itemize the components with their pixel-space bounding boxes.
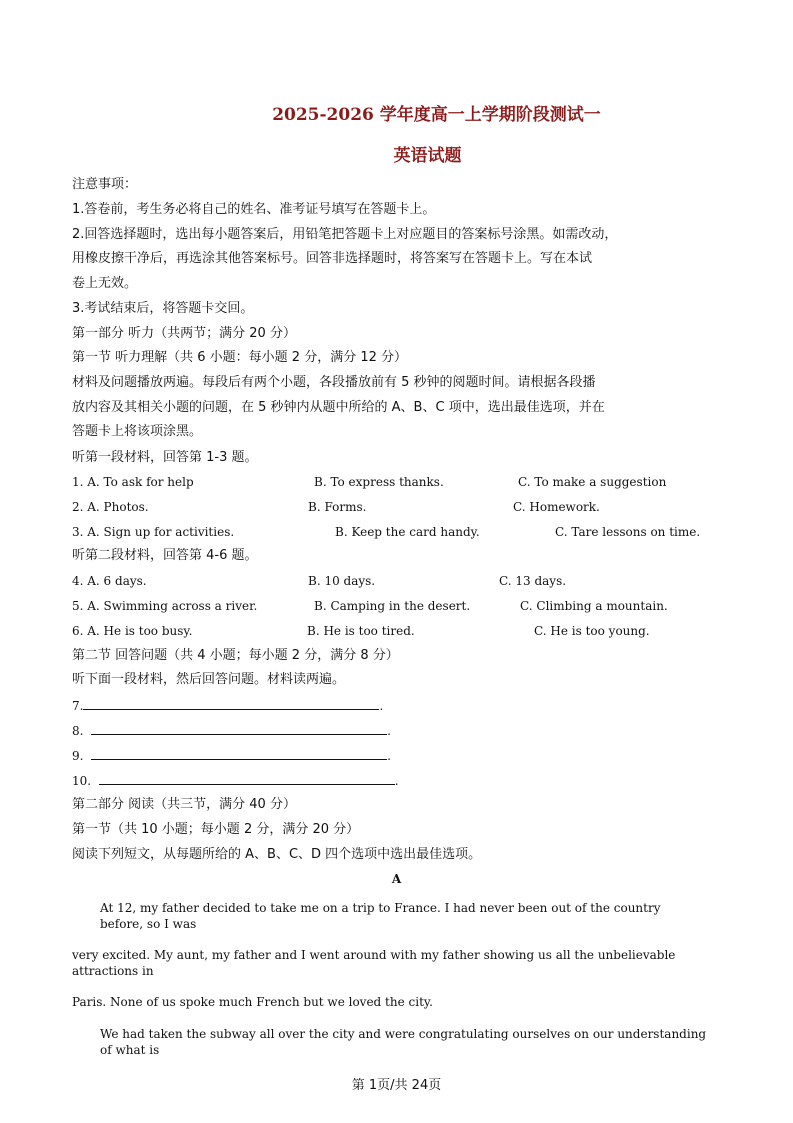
q5-option-b: B. Camping in the desert.	[314, 599, 471, 613]
passage-line-4-cont: of what is	[100, 1043, 160, 1057]
part1-heading: 第一部分 听力（共两节；满分 20 分）	[72, 326, 296, 341]
answer-8-dot: .	[387, 724, 391, 738]
q2-option-b: B. Forms.	[308, 500, 367, 514]
answer-line-7	[72, 697, 383, 713]
answer-9-dot: .	[387, 749, 391, 763]
q6-option-b: B. He is too tired.	[307, 624, 415, 638]
q6-option-a: 6. A. He is too busy.	[72, 624, 193, 638]
q2-option-a: 2. A. Photos.	[72, 500, 149, 514]
part1-instructions-3: 答题卡上将该项涂黑。	[72, 424, 203, 439]
answer-7-number: 7.	[72, 699, 84, 713]
segment-1-heading: 听第一段材料，回答第 1-3 题。	[72, 450, 258, 465]
answer-line-9	[72, 747, 391, 763]
q6-option-c: C. He is too young.	[534, 624, 650, 638]
note-2-line-1: 2.回答选择题时，选出每小题答案后，用铅笔把答题卡上对应题目的答案标号涂黑。如需改动，	[72, 227, 618, 242]
part2-heading: 第二部分 阅读（共三节，满分 40 分）	[72, 797, 296, 812]
passage-label: A	[391, 872, 402, 886]
answer-10-dot: .	[394, 774, 399, 788]
part2-instructions: 阅读下列短文，从每题所给的 A、B、C、D 四个选项中选出最佳选项。	[72, 847, 482, 862]
q4-option-a: 4. A. 6 days.	[72, 574, 147, 588]
q1-option-b: B. To express thanks.	[314, 475, 444, 489]
exam-subtitle: 英语试题	[393, 146, 462, 166]
q3-option-b: B. Keep the card handy.	[335, 525, 480, 539]
passage-line-2-cont: attractions in	[72, 964, 154, 978]
page-footer: 第 1页/共 24页	[351, 1078, 442, 1093]
q4-option-c: C. 13 days.	[499, 574, 567, 588]
exam-title: 2025-2026 学年度高一上学期阶段测试一	[272, 105, 601, 125]
note-1: 1.答卷前，考生务必将自己的姓名、准考证号填写在答题卡上。	[72, 202, 436, 217]
answer-line-8	[72, 722, 391, 738]
answer-7-dot: .	[379, 699, 384, 713]
segment-2-heading: 听第二段材料，回答第 4-6 题。	[72, 548, 258, 563]
note-3: 3.考试结束后，将答题卡交回。	[72, 301, 254, 316]
q1-option-a: 1. A. To ask for help	[72, 475, 194, 489]
note-2-line-2: 用橡皮擦干净后，再选涂其他答案标号。回答非选择题时，将答案写在答题卡上。写在本试	[72, 251, 593, 266]
answer-8-blank[interactable]	[91, 722, 387, 735]
answer-10-number: 10.	[72, 774, 92, 788]
answer-9-number: 9.	[72, 749, 84, 763]
passage-line-2: very excited. My aunt, my father and I went around with my father showing us all the unbelievable	[72, 948, 676, 962]
q3-option-c: C. Tare lessons on time.	[555, 525, 701, 539]
q3-option-a: 3. A. Sign up for activities.	[72, 525, 235, 539]
note-2-line-3: 卷上无效。	[72, 276, 138, 291]
part1-section2-instructions: 听下面一段材料，然后回答问题。材料读两遍。	[72, 672, 346, 687]
part1-instructions-2: 放内容及其相关小题的问题，在 5 秒钟内从题中所给的 A、B、C 项中，选出最佳选项，并在	[72, 400, 605, 415]
passage-line-4: We had taken the subway all over the city and were congratulating ourselves on our understanding	[100, 1027, 707, 1041]
answer-8-number: 8.	[72, 724, 84, 738]
q2-option-c: C. Homework.	[513, 500, 600, 514]
part2-section1-heading: 第一节（共 10 小题；每小题 2 分，满分 20 分）	[72, 822, 360, 837]
passage-line-3: Paris. None of us spoke much French but we loved the city.	[72, 995, 433, 1009]
part1-instructions-1: 材料及问题播放两遍。每段后有两个小题，各段播放前有 5 秒钟的阅题时间。请根据各段播	[72, 375, 596, 390]
passage-line-1: At 12, my father decided to take me on a trip to France. I had never been out of the country	[100, 901, 661, 915]
q4-option-b: B. 10 days.	[308, 574, 376, 588]
answer-9-blank[interactable]	[91, 747, 387, 760]
part1-section1-heading: 第一节 听力理解（共 6 小题：每小题 2 分，满分 12 分）	[72, 350, 408, 365]
notes-heading: 注意事项：	[72, 177, 138, 192]
answer-line-10	[72, 772, 399, 788]
q5-option-a: 5. A. Swimming across a river.	[72, 599, 258, 613]
answer-7-blank[interactable]	[83, 697, 379, 710]
part1-section2-heading: 第二节 回答问题（共 4 小题；每小题 2 分，满分 8 分）	[72, 648, 399, 663]
q1-option-c: C. To make a suggestion	[518, 475, 667, 489]
q5-option-c: C. Climbing a mountain.	[520, 599, 668, 613]
answer-10-blank[interactable]	[99, 772, 395, 785]
passage-line-1-cont: before, so I was	[100, 917, 197, 931]
